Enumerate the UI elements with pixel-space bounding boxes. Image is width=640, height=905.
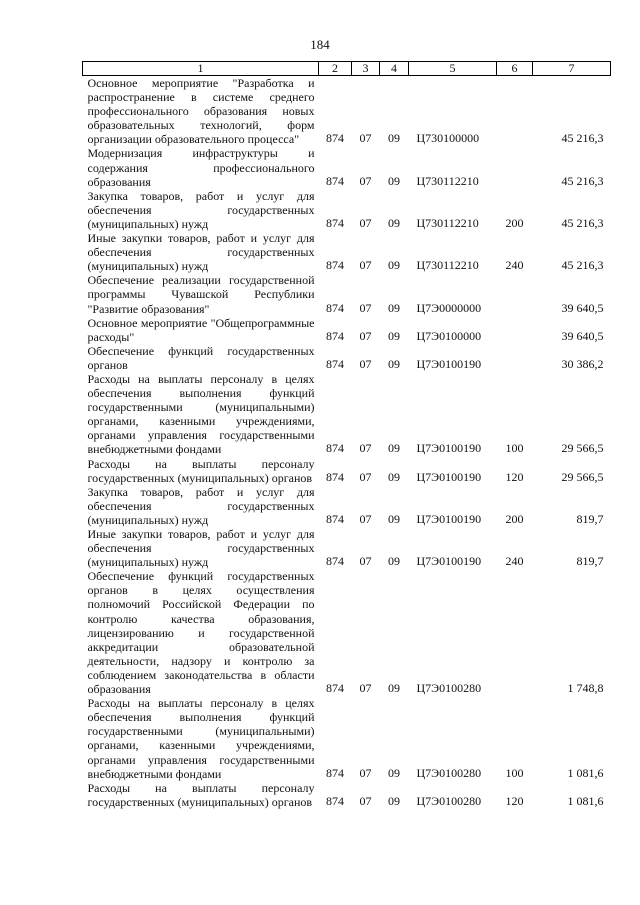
row-target-code: Ц7Э0100190: [416, 356, 482, 371]
row-expense-type: [497, 569, 533, 696]
row-ministry-code: 874: [326, 681, 344, 696]
row-ministry-code: 874: [326, 258, 344, 273]
row-ministry-code: 874: [326, 469, 344, 484]
table-row: [83, 76, 611, 147]
row-subsection-code: 09: [388, 469, 400, 484]
row-name: Обеспечение функций государственных органов: [87, 343, 315, 372]
table-row: [83, 527, 611, 569]
budget-table: [82, 61, 611, 809]
row-expense-type: [497, 146, 533, 188]
row-amount: 45 216,3: [561, 215, 604, 230]
row-amount: 1 081,6: [567, 765, 604, 780]
row-ministry-code: 874: [326, 300, 344, 315]
row-target-code: Ц7Э0100000: [416, 328, 482, 343]
col-header-name: 1: [83, 62, 319, 76]
row-ministry-code: 874: [326, 511, 344, 526]
row-target-code: Ц7Э0100280: [416, 793, 482, 808]
row-name: Иные закупки товаров, работ и услуг для обеспечения государственных (муниципальных) нужд: [87, 527, 315, 570]
row-subsection-code: 09: [388, 300, 400, 315]
row-target-code: Ц7Э0000000: [416, 300, 482, 315]
row-name: Расходы на выплаты персоналу государственных (муниципальных) органов: [87, 780, 315, 809]
row-subsection-code: 09: [388, 793, 400, 808]
row-target-code: Ц7Э0100190: [416, 441, 482, 456]
row-ministry-code: 874: [326, 793, 344, 808]
row-name: Расходы на выплаты персоналу в целях обеспечения выполнения функций государственными (муниципальными) органами, казенными учреждениями, органами управления государственными внебюджетными фондами: [87, 371, 315, 457]
table-row: [83, 372, 611, 457]
table-row: [83, 231, 611, 273]
row-expense-type: 200: [505, 511, 524, 526]
row-ministry-code: 874: [326, 131, 344, 146]
row-target-code: Ц7Э0100280: [416, 765, 482, 780]
row-target-code: Ц7Э0100190: [416, 554, 482, 569]
row-amount: 819,7: [576, 511, 604, 526]
col-header-subsection: 4: [380, 62, 409, 76]
row-section-code: 07: [359, 554, 372, 569]
table-row: [83, 485, 611, 527]
col-header-expense-type: 6: [497, 62, 533, 76]
col-header-amount: 7: [533, 62, 611, 76]
row-subsection-code: 09: [388, 328, 400, 343]
row-section-code: 07: [359, 441, 372, 456]
row-name: Иные закупки товаров, работ и услуг для обеспечения государственных (муниципальных) нужд: [87, 231, 315, 274]
row-target-code: Ц730112210: [416, 258, 479, 273]
row-section-code: 07: [359, 793, 372, 808]
table-body: [83, 76, 611, 809]
row-amount: 45 216,3: [561, 173, 604, 188]
row-amount: 39 640,5: [561, 300, 604, 315]
row-ministry-code: 874: [326, 356, 344, 371]
row-subsection-code: 09: [388, 681, 400, 696]
row-ministry-code: 874: [326, 328, 344, 343]
row-expense-type: [497, 273, 533, 315]
row-target-code: Ц7Э0100280: [416, 681, 482, 696]
row-target-code: Ц730100000: [416, 131, 480, 146]
col-header-ministry: 2: [319, 62, 352, 76]
row-section-code: 07: [359, 765, 372, 780]
row-expense-type: [497, 76, 533, 147]
row-target-code: Ц7Э0100190: [416, 469, 482, 484]
table-row: [83, 781, 611, 809]
row-section-code: 07: [359, 356, 372, 371]
row-subsection-code: 09: [388, 554, 400, 569]
row-section-code: 07: [359, 173, 372, 188]
row-subsection-code: 09: [388, 441, 400, 456]
row-target-code: Ц730112210: [416, 215, 479, 230]
row-amount: 819,7: [576, 554, 604, 569]
row-subsection-code: 09: [388, 131, 400, 146]
row-amount: 29 566,5: [561, 469, 604, 484]
row-expense-type: 120: [505, 793, 524, 808]
row-amount: 29 566,5: [561, 441, 604, 456]
row-ministry-code: 874: [326, 554, 344, 569]
row-subsection-code: 09: [388, 765, 400, 780]
row-target-code: Ц730112210: [416, 173, 479, 188]
row-ministry-code: 874: [326, 441, 344, 456]
row-name: Обеспечение функций государственных органов в целях осуществления полномочий Российской Федерации по контролю качества образования, лицензированию и государственной аккредитации образовательной деятельности, надзору и контролю за соблюдением законодательства в области образования: [87, 569, 315, 697]
row-subsection-code: 09: [388, 258, 400, 273]
table-row: [83, 189, 611, 231]
row-ministry-code: 874: [326, 215, 344, 230]
table-row: [83, 696, 611, 781]
row-amount: 45 216,3: [561, 258, 604, 273]
row-name: Закупка товаров, работ и услуг для обеспечения государственных (муниципальных) нужд: [87, 484, 315, 527]
row-ministry-code: 874: [326, 765, 344, 780]
row-name: Расходы на выплаты персоналу государственных (муниципальных) органов: [87, 456, 315, 485]
row-section-code: 07: [359, 215, 372, 230]
row-name: Закупка товаров, работ и услуг для обеспечения государственных (муниципальных) нужд: [87, 188, 315, 231]
row-subsection-code: 09: [388, 511, 400, 526]
row-expense-type: 240: [505, 554, 524, 569]
table-row: [83, 569, 611, 696]
row-name: Модернизация инфраструктуры и содержания профессионального образования: [87, 146, 315, 189]
table-row: [83, 273, 611, 315]
row-expense-type: 240: [505, 258, 524, 273]
row-section-code: 07: [359, 131, 372, 146]
table-header-row: [83, 62, 611, 76]
row-subsection-code: 09: [388, 356, 400, 371]
row-subsection-code: 09: [388, 173, 400, 188]
row-amount: 45 216,3: [561, 131, 604, 146]
row-section-code: 07: [359, 300, 372, 315]
row-amount: 1 748,8: [567, 681, 604, 696]
row-expense-type: [497, 344, 533, 372]
col-header-section: 3: [352, 62, 380, 76]
row-amount: 1 081,6: [567, 793, 604, 808]
row-section-code: 07: [359, 681, 372, 696]
table-row: [83, 457, 611, 485]
page-number: 184: [310, 37, 330, 52]
col-header-target: 5: [409, 62, 497, 76]
row-expense-type: [497, 316, 533, 344]
row-expense-type: 120: [505, 469, 524, 484]
row-expense-type: 100: [505, 441, 524, 456]
table-row: [83, 344, 611, 372]
row-target-code: Ц7Э0100190: [416, 511, 482, 526]
row-name: Расходы на выплаты персоналу в целях обеспечения выполнения функций государственными (муниципальными) органами, казенными учреждениями, органами управления государственными внебюджетными фондами: [87, 696, 315, 781]
row-amount: 30 386,2: [561, 356, 604, 371]
row-section-code: 07: [359, 469, 372, 484]
row-amount: 39 640,5: [561, 328, 604, 343]
row-expense-type: 200: [505, 215, 524, 230]
row-ministry-code: 874: [326, 173, 344, 188]
row-section-code: 07: [359, 328, 372, 343]
row-name: Обеспечение реализации государственной программы Чувашской Республики "Развитие образования": [87, 273, 315, 316]
row-subsection-code: 09: [388, 215, 400, 230]
row-name: Основное мероприятие "Общепрограммные расходы": [87, 315, 315, 344]
row-expense-type: 100: [505, 765, 524, 780]
row-name: Основное мероприятие "Разработка и распространение в системе среднего профессионального образования новых образовательных технологий, форм организации образовательного процесса": [87, 76, 315, 147]
row-section-code: 07: [359, 511, 372, 526]
table-row: [83, 146, 611, 188]
row-section-code: 07: [359, 258, 372, 273]
table-row: [83, 316, 611, 344]
